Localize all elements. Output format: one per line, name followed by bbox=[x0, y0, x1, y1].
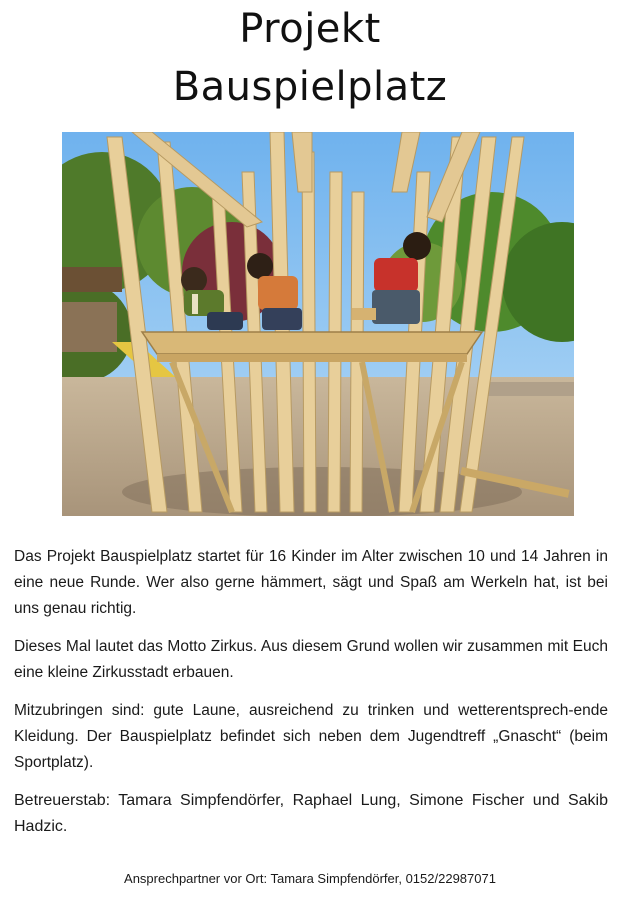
motto-paragraph: Dieses Mal lautet das Motto Zirkus. Aus diesem Grund wollen wir zusammen mit Euch eine kleine Zirkusstadt erbauen. bbox=[14, 638, 608, 681]
page-title-line-1: Projekt bbox=[239, 6, 381, 52]
intro-paragraph: Das Projekt Bauspielplatz startet für 16 Kinder im Alter zwischen 10 und 14 Jahren in eine neue Runde. Wer also gerne hämmert, sägt und Spaß am Werkeln hat, ist bei uns genau richtig. bbox=[14, 548, 608, 617]
bring-along-paragraph: Mitzubringen sind: gute Laune, ausreichend zu trinken und wetterentsprech-ende Kleidung. Der Bauspielplatz befindet sich neben dem Jugendtreff „Gnascht“ (beim Sportplatz). bbox=[14, 702, 608, 771]
supervisors-paragraph: Betreuerstab: Tamara Simpfendörfer, Raphael Lung, Simone Fischer und Sakib Hadzic. bbox=[14, 792, 608, 835]
page-title-line-2: Bauspielplatz bbox=[172, 64, 448, 110]
contact-line: Ansprechpartner vor Ort: Tamara Simpfendörfer, 0152/22987071 bbox=[124, 871, 496, 886]
playground-photo bbox=[62, 132, 574, 516]
